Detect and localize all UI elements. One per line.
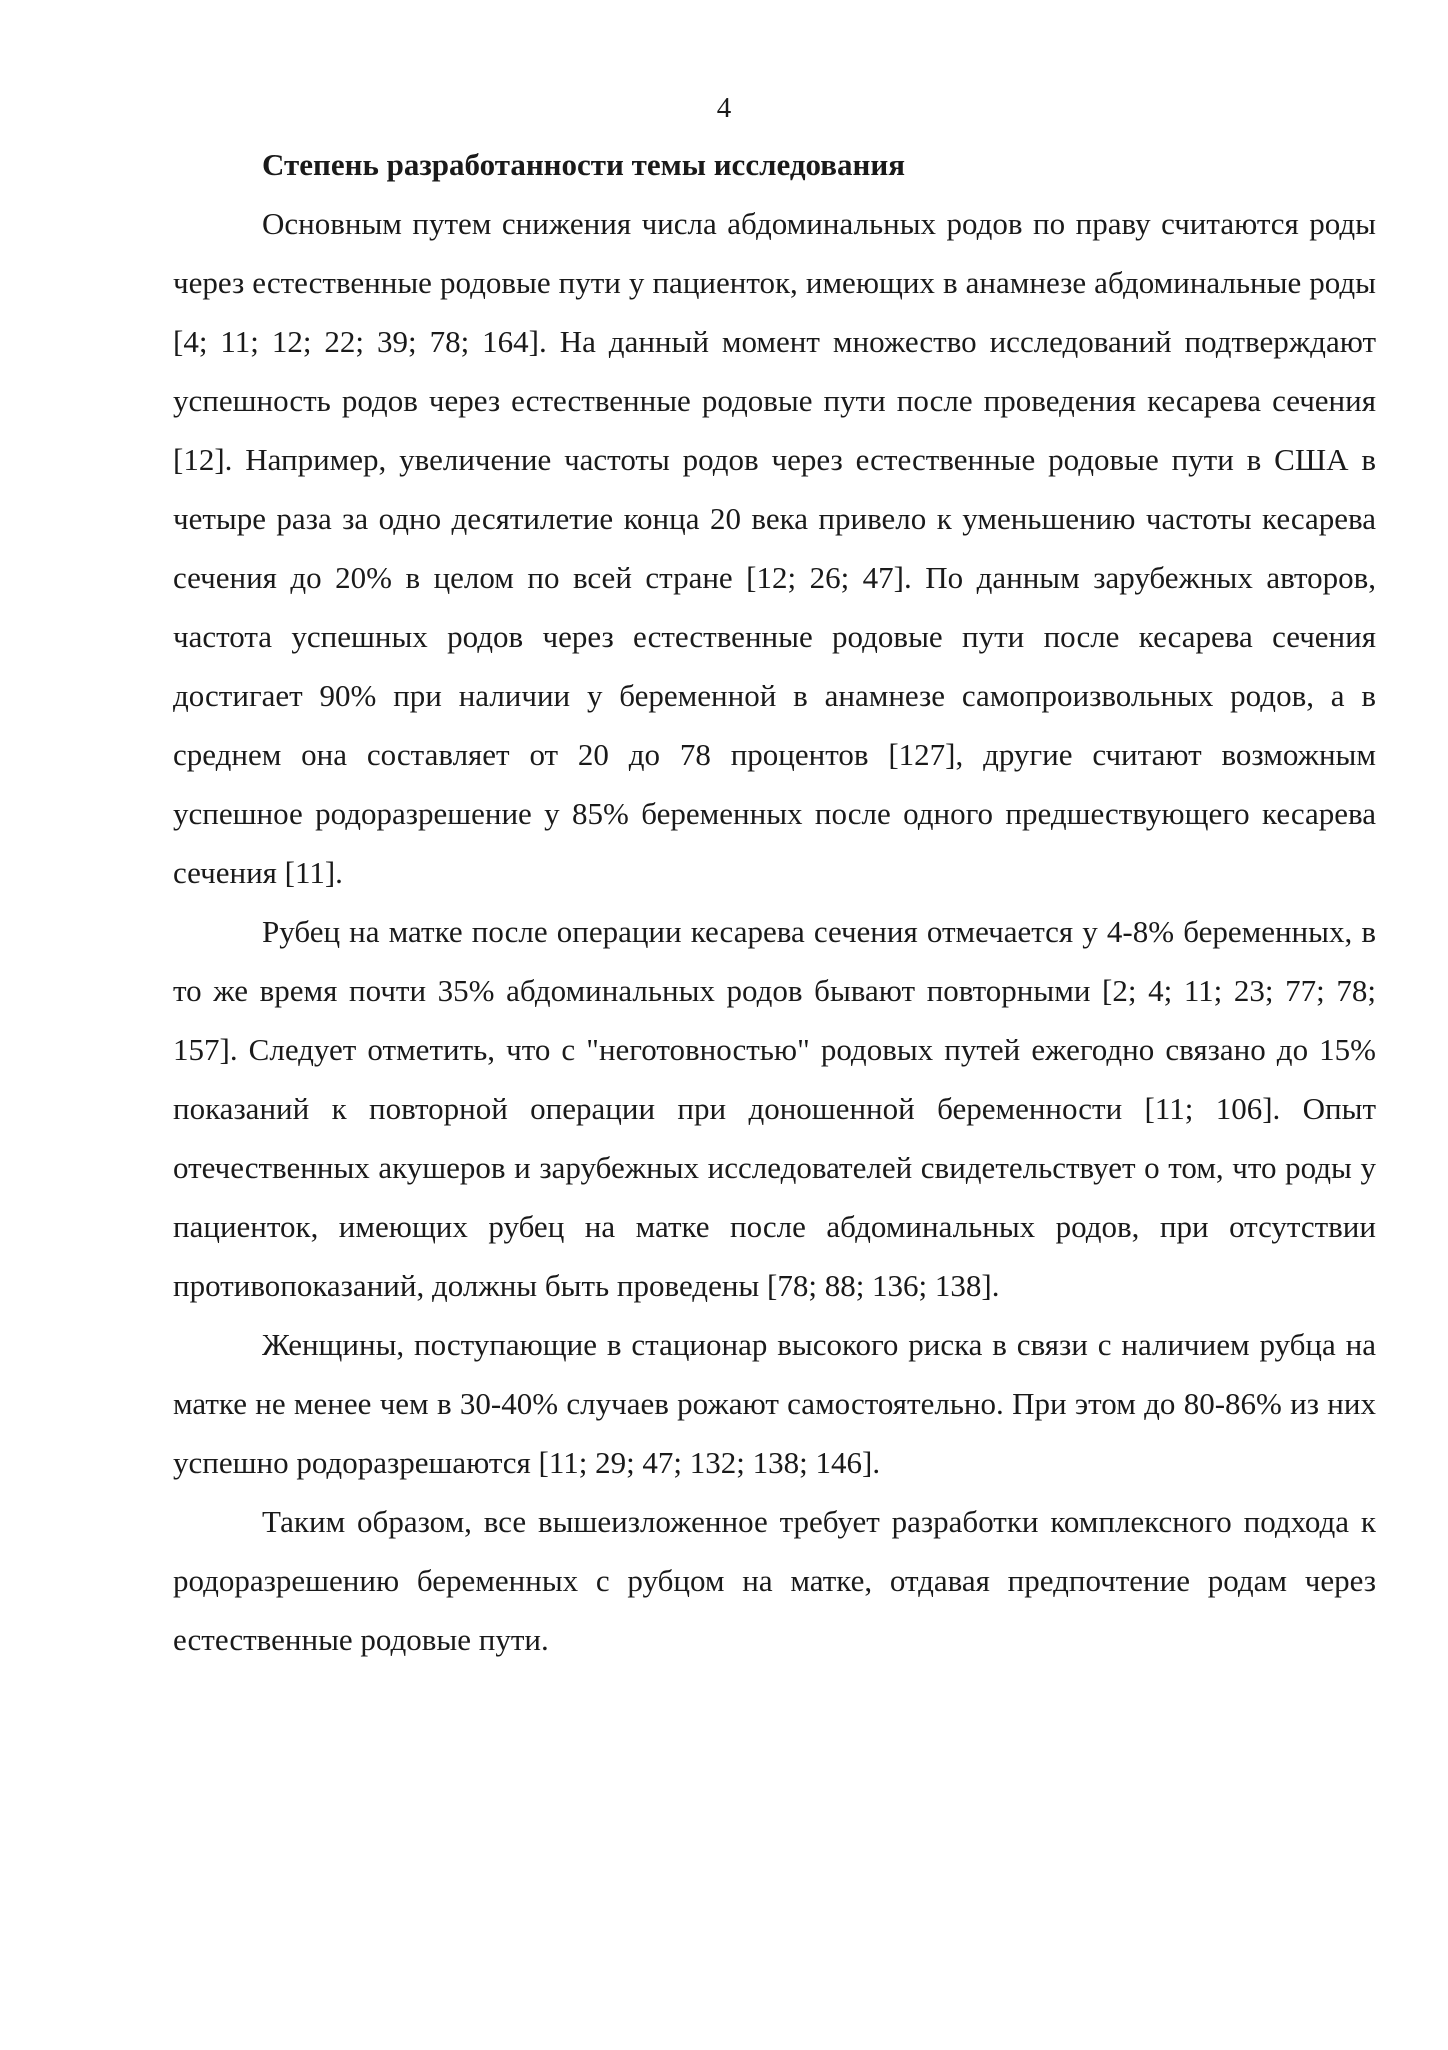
paragraph-2: Рубец на матке после операции кесарева сечения отмечается у 4-8% беременных, в то же время почти 35% абдоминальных родов бывают повторными [2; 4; 11; 23; 77; 78; 157]. Следует отметить, что с "неготовностью" родовых путей ежегодно связано до 15% показаний к повторной операции при доношенной беременности [11; 106]. Опыт отечественных акушеров и зарубежных исследователей свидетельствует о том, что роды у пациенток, имеющих рубец на матке после абдоминальных родов, при отсутствии противопоказаний, должны быть проведены [78; 88; 136; 138]. — [173, 914, 1376, 1303]
page-body — [173, 135, 1376, 1669]
paragraph-3: Женщины, поступающие в стационар высокого риска в связи с наличием рубца на матке не менее чем в 30-40% случаев рожают самостоятельно. При этом до 80-86% из них успешно родоразрешаются [11; 29; 47; 132; 138; 146]. — [173, 1327, 1376, 1480]
section-heading: Степень разработанности темы исследования — [262, 147, 905, 182]
paragraph-4: Таким образом, все вышеизложенное требует разработки комплексного подхода к родоразрешению беременных с рубцом на матке, отдавая предпочтение родам через естественные родовые пути. — [173, 1504, 1376, 1657]
page-number: 4 — [716, 92, 732, 124]
paragraph-1: Основным путем снижения числа абдоминальных родов по праву считаются роды через естественные родовые пути у пациенток, имеющих в анамнезе абдоминальные роды [4; 11; 12; 22; 39; 78; 164]. На данный момент множество исследований подтверждают успешность родов через естественные родовые пути после проведения кесарева сечения [12]. Например, увеличение частоты родов через естественные родовые пути в США в четыре раза за одно десятилетие конца 20 века привело к уменьшению частоты кесарева сечения до 20% в целом по всей стране [12; 26; 47]. По данным зарубежных авторов, частота успешных родов через естественные родовые пути после кесарева сечения достигает 90% при наличии у беременной в анамнезе самопроизвольных родов, а в среднем она составляет от 20 до 78 процентов [127], другие считают возможным успешное родоразрешение у 85% беременных после одного предшествующего кесарева сечения [11]. — [173, 206, 1376, 890]
